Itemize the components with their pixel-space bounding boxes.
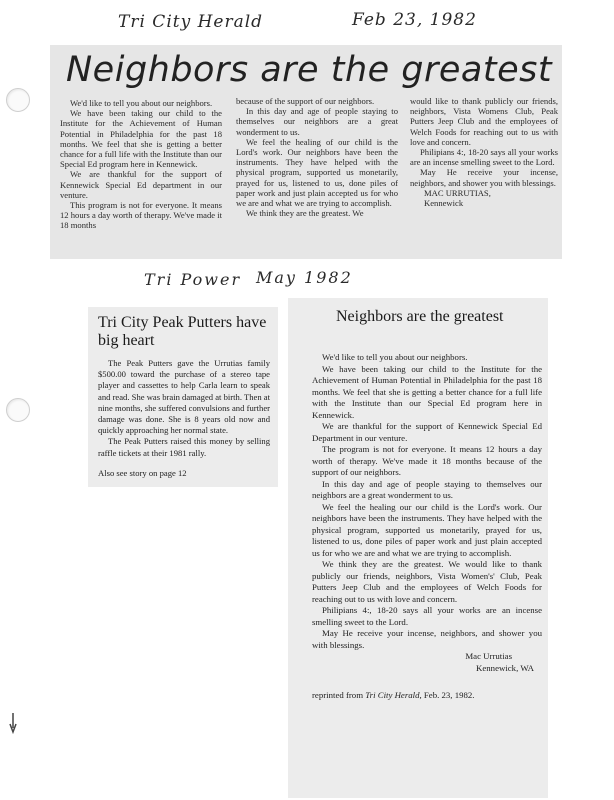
paragraph: We think they are the greatest. We: [246, 208, 364, 219]
reprint-source: Tri City Herald: [365, 690, 420, 700]
paragraph: We are thankful for the support of Kennewick Special Ed department in our venture.: [60, 169, 222, 200]
herald-column-1: [60, 98, 222, 231]
handwritten-date: Feb 23, 1982: [352, 10, 477, 30]
paragraph: In this day and age of people staying to themselves our neighbors are a great wonderment to us.: [236, 106, 398, 137]
signature-place: Kennewick, WA: [476, 662, 534, 673]
paragraph: because of the support of our neighbors.: [236, 96, 375, 106]
paragraph: The Peak Putters raised this money by selling raffle tickets at their 1981 rally.: [98, 436, 270, 458]
paragraph: The Peak Putters gave the Urrutias family $500.00 toward the purchase of a stereo tape player and cassettes to help Carla learn to speak and read. She was brain damaged at birth. Then at nine months, she suffered convulsions and further damage was done. She is 8 years old now and quickly approaching her normal state.: [98, 358, 270, 436]
peak-putters-body: [98, 358, 270, 479]
tape-mark: [8, 712, 18, 734]
paragraph: May He receive your incense, neighbors, and shower you with blessings.: [410, 167, 558, 188]
handwritten-source-label: Tri Power: [144, 270, 242, 289]
reprint-date: , Feb. 23, 1982.: [419, 690, 475, 700]
paragraph: We have been taking our child to the Institute for the Achievement of Human Potential in Philadelphia for the past 18 months. We feel that she is getting a better chance for a full life with the Institute than our Special Ed program here in Kennewick.: [60, 108, 222, 170]
paragraph: We feel the healing our our child is the Lord's work. Our neighbors have been the instruments. They have helped with the physical program, supported us monetarily, prayed for us, listened to us, done piles of paper work and just plain accepted us for who we are and what we are trying to accomplish.: [312, 501, 542, 558]
signature-name: Mac Urrutias: [465, 651, 512, 661]
paragraph: We think they are the greatest. We would like to thank publicly our friends, neighbors, Vista Women's' Club, Peak Putters Jeep Club and the employees of Welch Foods for reaching out to us with love and concern.: [312, 559, 542, 604]
reprint-credit: [312, 690, 542, 702]
reprint-title-block: [336, 308, 536, 326]
paragraph: In this day and age of people staying to themselves our neighbors are a great wonderment to us.: [312, 478, 542, 500]
signature-place: Kennewick: [424, 198, 464, 209]
herald-column-2: [236, 96, 398, 218]
reprint-prefix: reprinted from: [312, 690, 366, 700]
paragraph: We have been taking our child to the Institute for the Achievement of Human Potential in Philadelphia for the past 18 months. We feel that she is getting a better chance for a full life with the Institute than our Special Ed program here in Kennewick.: [312, 363, 542, 420]
binder-hole: [6, 398, 30, 422]
paragraph: The program is not for everyone. It means 12 hours a day worth of therapy. We've made it 18 months because of the support of our neighbors.: [312, 444, 542, 477]
handwritten-date: May 1982: [256, 268, 353, 287]
reprint-body: [312, 352, 542, 702]
paragraph: May He receive your incense, neighbors, and shower you with blessings.: [312, 628, 542, 650]
paragraph: We feel the healing of our child is the Lord's work. Our neighbors have been the instruments. They have helped with the physical program, supported us monetarily, prayed for us, listened to us, done piles of paper work and just plain accepted us for who we are and what we are trying to accomplish.: [236, 136, 398, 209]
peak-putters-title: Tri City Peak Putters have big heart: [98, 314, 267, 349]
paragraph: Philipians 4:, 18-20 says all your works are an incense smelling sweet to the Lord.: [312, 605, 542, 627]
herald-column-3: [410, 96, 558, 208]
signature-name: MAC URRUTIAS,: [424, 187, 491, 198]
handwritten-source-label: Tri City Herald: [118, 12, 264, 32]
peak-putters-article: [98, 314, 270, 479]
paragraph: This program is not for everyone. It means 12 hours a day worth of therapy. We've made it 18 months: [60, 200, 222, 231]
binder-hole: [6, 88, 30, 112]
paragraph: We'd like to tell you about our neighbors.: [322, 352, 468, 362]
see-also-note: Also see story on page 12: [98, 467, 187, 478]
paragraph: We are thankful for the support of Kennewick Special Ed Department in our venture.: [312, 421, 542, 443]
paragraph: We'd like to tell you about our neighbors.: [70, 98, 213, 108]
paragraph: Philipians 4:, 18-20 says all your works are an incense smelling sweet to the Lord.: [410, 147, 558, 168]
paragraph: would like to thank publicly our friends, neighbors, Vista Womens Club, Peak Putters Jeep Club and the employees of Welch Foods for reaching out to us with love and concern.: [410, 96, 558, 147]
herald-headline: Neighbors are the greatest: [66, 50, 553, 90]
reprint-title: Neighbors are the greatest: [336, 308, 504, 325]
